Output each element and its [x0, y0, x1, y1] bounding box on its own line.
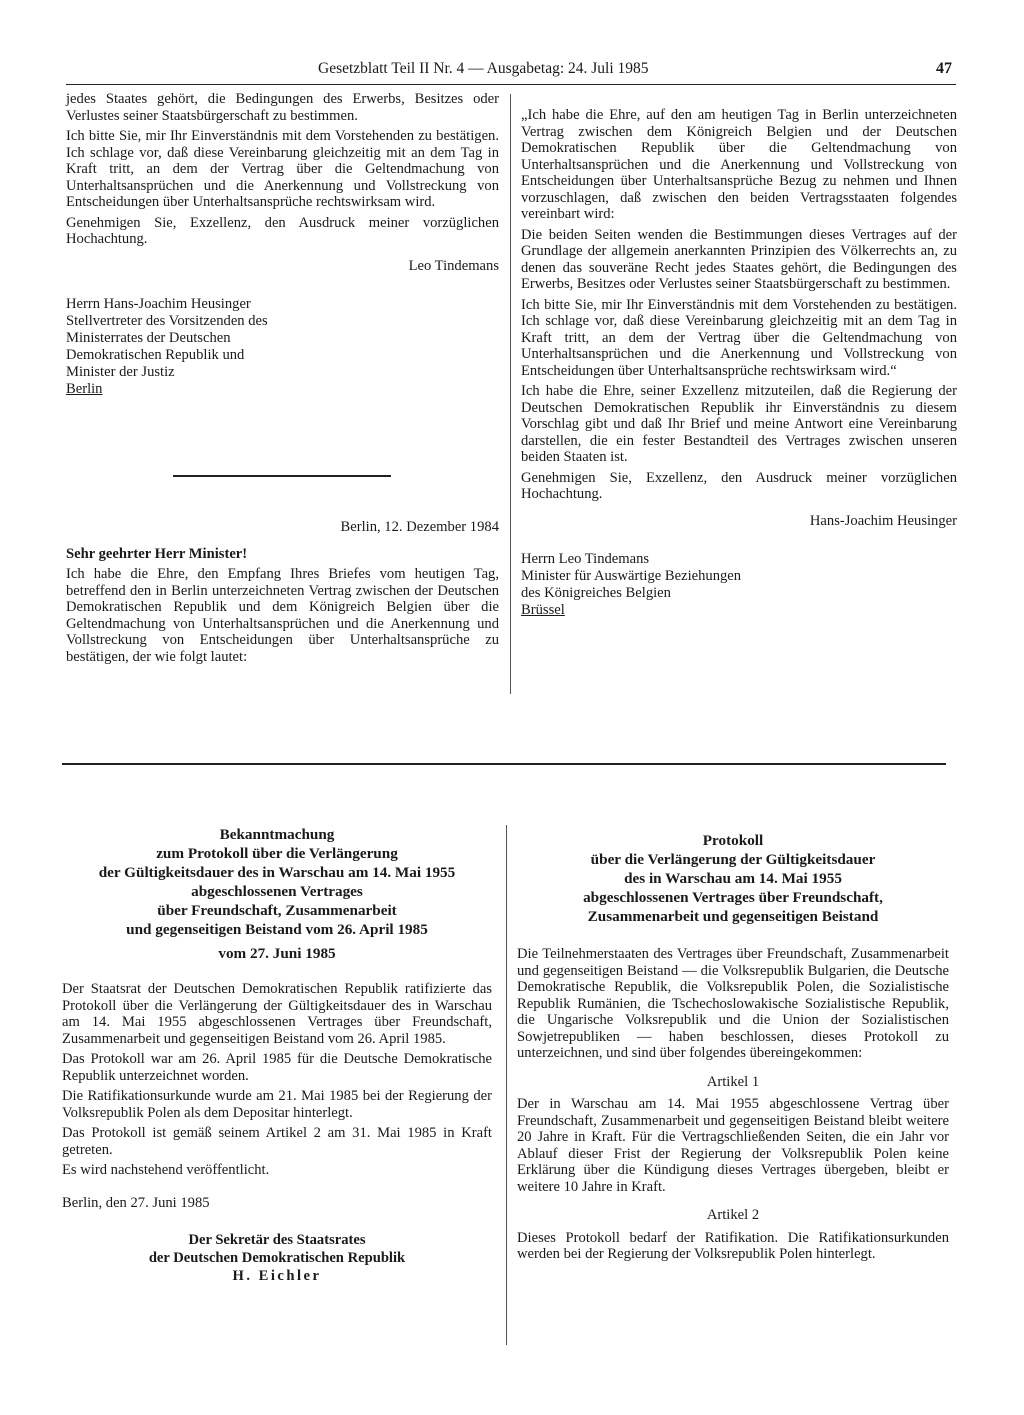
- place-date: Berlin, den 27. Juni 1985: [62, 1194, 210, 1211]
- heading-line: abgeschlossenen Vertrages: [191, 883, 363, 900]
- addressee-line: Ministerrates der Deutschen: [66, 330, 231, 346]
- upper-left-letter-2: [66, 519, 499, 669]
- paragraph: Ich habe die Ehre, den Empfang Ihres Briefes vom heutigen Tag, betreffend den in Berlin unterzeichneten Vertrag zwischen der Deutschen Demokratischen Republik und dem Königreich Belgien über die Geltendmachung von Unterhaltsansprüchen und die Anerkennung und Vollstreckung von Entscheidungen über Unterhaltsansprüche zu bestätigen, der wie folgt lautet:: [66, 566, 499, 665]
- heading-line: zum Protokoll über die Verlängerung: [156, 845, 398, 862]
- addressee-line: Herrn Leo Tindemans: [521, 551, 650, 567]
- addressee-block: [66, 296, 499, 398]
- heading-line: Zusammenarbeit und gegenseitigen Beistand: [587, 908, 879, 925]
- heading-line: über Freundschaft, Zusammenarbeit: [157, 902, 397, 919]
- heading-date: vom 27. Juni 1985: [218, 945, 336, 962]
- heading-line: über die Verlängerung der Gültigkeitsdauer: [590, 851, 876, 868]
- heading-line: der Gültigkeitsdauer des in Warschau am 14. Mai 1955: [98, 864, 456, 881]
- addressee-line: Minister für Auswärtige Beziehungen: [521, 568, 742, 584]
- addressee-city: Berlin: [66, 381, 103, 397]
- heading-line: Bekanntmachung: [219, 826, 335, 843]
- paragraph: Das Protokoll war am 26. April 1985 für die Deutsche Demokratische Republik unterzeichnet worden.: [62, 1051, 492, 1084]
- addressee-line: Demokratischen Republik und: [66, 347, 245, 363]
- addressee-block: [521, 551, 957, 619]
- upper-left-column: [66, 91, 499, 398]
- gazette-title: Gesetzblatt Teil II Nr. 4 — Ausgabetag: 24. Juli 1985: [318, 60, 649, 77]
- paragraph: jedes Staates gehört, die Bedingungen des Erwerbs, Besitzes oder Verlustes seiner Staatsbürgerschaft zu bestimmen.: [66, 91, 499, 124]
- lower-right-column: [517, 831, 949, 1267]
- lower-left-column: [62, 825, 492, 1285]
- article-title: Artikel 2: [706, 1207, 760, 1223]
- article-title: Artikel 1: [706, 1073, 760, 1090]
- heading-line: und gegenseitigen Beistand vom 26. April 1985: [126, 921, 428, 938]
- addressee-line: des Königreiches Belgien: [521, 585, 671, 601]
- addressee-city: Brüssel: [521, 602, 565, 618]
- protocol-heading: [517, 831, 949, 926]
- page-header: [0, 60, 1024, 86]
- section-rule: [62, 763, 946, 765]
- paragraph: Es wird nachstehend veröffentlicht.: [62, 1162, 270, 1178]
- signatory-block: [62, 1231, 492, 1285]
- paragraph: Die beiden Seiten wenden die Bestimmungen dieses Vertrages auf der Grundlage der allgemein anerkannten Prinzipien des Völkerrechts an, zu denen das souveräne Recht jedes Staates gehört, die Bedingungen des Erwerbs, Besitzes oder Verlustes seiner Staatsbürgerschaft zu bestimmen.: [521, 226, 957, 292]
- addressee-line: Stellvertreter des Vorsitzenden des: [66, 313, 268, 329]
- signatory-name: H. Eichler: [232, 1268, 322, 1284]
- signatory-title: der Deutschen Demokratischen Republik: [148, 1250, 406, 1266]
- header-rule: [66, 84, 956, 85]
- paragraph: Genehmigen Sie, Exzellenz, den Ausdruck meiner vorzüglichen Hochachtung.: [66, 214, 499, 247]
- letter-date: Berlin, 12. Dezember 1984: [340, 519, 499, 535]
- paragraph: Ich bitte Sie, mir Ihr Einverständnis mit dem Vorstehenden zu bestätigen. Ich schlage vor, daß diese Vereinbarung gleichzeitig mit an dem Tag in Kraft tritt, an dem der Vertrag über die Geltendmachung von Unterhaltsansprüchen und die Anerkennung und Vollstreckung von Entscheidungen über Unterhaltsansprüche rechtswirksam wird.: [66, 128, 499, 210]
- signature: Leo Tindemans: [408, 257, 499, 274]
- upper-right-column: [521, 107, 957, 619]
- heading-line: abgeschlossenen Vertrages über Freundschaft,: [583, 889, 883, 906]
- signatory-title: Der Sekretär des Staatsrates: [188, 1232, 366, 1248]
- addressee-line: Herrn Hans-Joachim Heusinger: [66, 296, 251, 312]
- paragraph: „Ich habe die Ehre, auf den am heutigen Tag in Berlin unterzeichneten Vertrag zwischen dem Königreich Belgien und der Deutschen Demokratischen Republik über die Geltendmachung von Unterhaltsansprüchen und die Anerkennung und Vollstreckung von Entscheidungen über Unterhaltsansprüche Bezug zu nehmen und Ihnen vorzuschlagen, daß zwischen den beiden Vertragsstaaten folgendes vereinbart wird:: [521, 107, 957, 222]
- article-text: Dieses Protokoll bedarf der Ratifikation. Die Ratifikationsurkunden werden bei der Regierung der Volksrepublik Polen hinterlegt.: [517, 1229, 949, 1262]
- column-divider: [506, 825, 507, 1345]
- paragraph: Das Protokoll ist gemäß seinem Artikel 2 am 31. Mai 1985 in Kraft getreten.: [62, 1125, 492, 1158]
- letter-separator: [173, 475, 391, 477]
- preamble: Die Teilnehmerstaaten des Vertrages über Freundschaft, Zusammenarbeit und gegenseitigen Beistand — die Volksrepublik Bulgarien, die Deutsche Demokratische Republik, die Volksrepublik Polen, die Sozialistische Republik Rumänien, die Tschechoslowakische Sozialistische Republik, die Ungarische Volksrepublik und die Union der Sozialistischen Sowjetrepubliken — haben beschlossen, dieses Protokoll zu unterzeichnen, und sind über folgendes übereingekommen:: [517, 946, 949, 1061]
- heading-line: Protokoll: [702, 832, 764, 849]
- heading-line: des in Warschau am 14. Mai 1955: [624, 870, 842, 887]
- addressee-line: Minister der Justiz: [66, 364, 175, 380]
- article-text: Der in Warschau am 14. Mai 1955 abgeschlossene Vertrag über Freundschaft, Zusammenarbeit und gegenseitigen Beistand bleibt weitere 20 Jahre in Kraft. Für die Vertragschließenden Seiten, die ein Jahr vor Ablauf dieser Frist der Regierung der Volksrepublik Polen keine Erklärung über die Kündigung dieses Vertrages übergeben, bleibt er weitere 10 Jahre in Kraft.: [517, 1096, 949, 1195]
- announcement-heading: [62, 825, 492, 963]
- salutation: Sehr geehrter Herr Minister!: [66, 545, 248, 562]
- paragraph: Die Ratifikationsurkunde wurde am 21. Mai 1985 bei der Regierung der Volksrepublik Polen als dem Depositar hinterlegt.: [62, 1088, 492, 1121]
- paragraph: Der Staatsrat der Deutschen Demokratischen Republik ratifizierte das Protokoll über die Verlängerung der Gültigkeitsdauer des in Warschau am 14. Mai 1955 abgeschlossenen Vertrages über Freundschaft, Zusammenarbeit und gegenseitigen Beistand vom 26. April 1985.: [62, 981, 492, 1047]
- paragraph: Genehmigen Sie, Exzellenz, den Ausdruck meiner vorzüglichen Hochachtung.: [521, 469, 957, 502]
- column-divider: [510, 94, 511, 694]
- paragraph: Ich habe die Ehre, seiner Exzellenz mitzuteilen, daß die Regierung der Deutschen Demokratischen Republik ihr Einverständnis zu diesem Vorschlag gibt und daß Ihr Brief und meine Antwort eine Vereinbarung darstellen, die ein fester Bestandteil des Vertrages zwischen unseren beiden Staaten ist.: [521, 383, 957, 465]
- paragraph: Ich bitte Sie, mir Ihr Einverständnis mit dem Vorstehenden zu bestätigen. Ich schlage vor, daß diese Vereinbarung gleichzeitig mit an dem Tag in Kraft tritt, an dem der Vertrag über die Geltendmachung von Unterhaltsansprüchen und die Anerkennung und Vollstreckung von Entscheidungen über Unterhaltsansprüche rechtswirksam wird.“: [521, 296, 957, 379]
- page-number: 47: [936, 60, 952, 77]
- signature: Hans-Joachim Heusinger: [809, 512, 957, 529]
